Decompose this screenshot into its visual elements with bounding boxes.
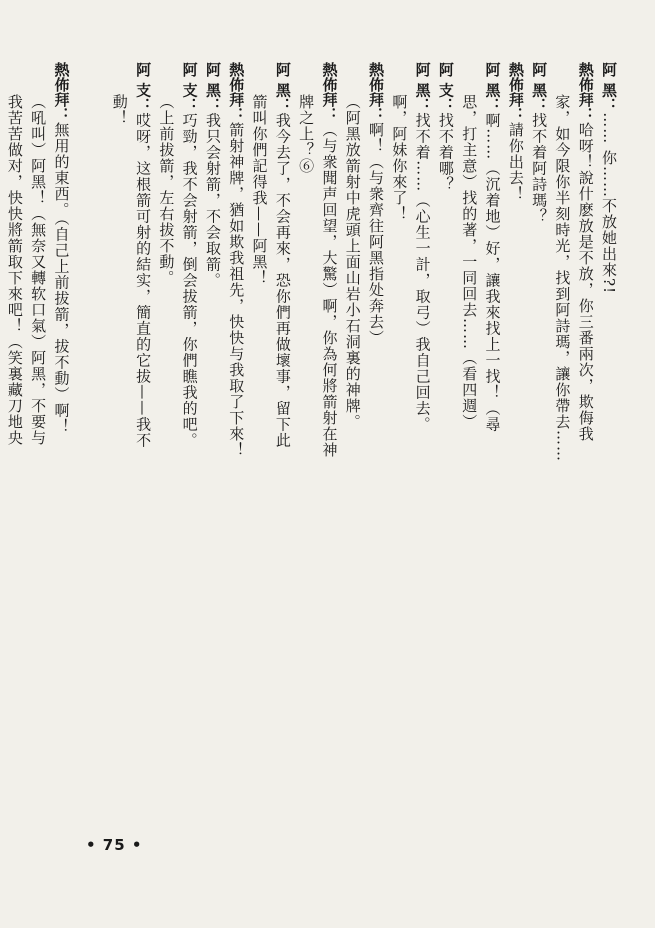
left-text-block — [107, 62, 620, 862]
speaker-name: 熱佈拜： — [367, 62, 386, 122]
dialogue-text: （与衆聞声回望，大驚）啊，你為何將箭射在神 — [320, 122, 339, 458]
speaker-name: 阿 黑： — [413, 62, 432, 113]
text-column — [504, 62, 527, 862]
text-column — [294, 62, 317, 862]
text-column — [573, 62, 596, 862]
right-text-block — [0, 62, 72, 862]
text-column — [177, 62, 200, 862]
dialogue-text: 我苦苦做对，快快將箭取下來吧！（笑裏藏刀地央 — [5, 94, 24, 446]
speaker-name: 熱佈拜： — [227, 62, 246, 122]
text-column — [457, 62, 480, 862]
dialogue-text: 找不着哪？ — [436, 112, 455, 193]
dialogue-text: （吼叫）阿黑！（無奈又轉软口氣）阿黑，不要与 — [29, 94, 48, 446]
dialogue-text: 哈呀！說什麽放是不放，你三番兩次，欺侮我 — [576, 122, 595, 442]
text-column — [154, 62, 177, 862]
text-column — [26, 62, 49, 862]
speaker-name: 阿 支： — [134, 62, 153, 113]
text-column — [271, 62, 294, 862]
text-column — [550, 62, 573, 862]
speaker-name: 阿 黑： — [600, 62, 618, 113]
dialogue-text: 我只会射箭，不会取箭。 — [203, 112, 222, 289]
dialogue-text: 找不着……（心生一計，取弓）我自己回去。 — [413, 112, 432, 433]
text-column — [364, 62, 387, 862]
text-column — [480, 62, 503, 862]
speaker-name: 阿 支： — [436, 62, 455, 113]
dialogue-text: 箭叫你們記得我——阿黑！ — [250, 94, 269, 286]
page-number: • 75 • — [86, 836, 143, 854]
dialogue-text: 箭射神牌，猶如欺我祖先，快快与我取了下來！ — [227, 122, 246, 458]
speaker-name: 阿 黑： — [530, 62, 549, 113]
dialogue-text: 啊！（与衆齊往阿黑指处奔去） — [367, 122, 386, 346]
text-column — [434, 62, 457, 862]
dialogue-text: （上前拔箭，左右拔不動。 — [157, 94, 176, 286]
speaker-name: 熱佈拜： — [576, 62, 595, 122]
text-column — [317, 62, 340, 862]
speaker-name: 熱佈拜： — [52, 62, 71, 122]
text-column — [410, 62, 433, 862]
script-text — [5, 62, 620, 862]
speaker-name: 熱佈拜： — [506, 62, 525, 122]
speaker-name: 阿 黑： — [483, 62, 502, 113]
text-column — [131, 62, 154, 862]
dialogue-text: 找不着阿詩瑪？ — [530, 112, 549, 225]
speaker-name: 阿 黑： — [203, 62, 222, 113]
text-column — [247, 62, 270, 862]
dialogue-text: 啊……（沉着地）好，讓我來找上一找！（尋 — [483, 112, 502, 433]
dialogue-text: 牌之上？⑥ — [297, 94, 316, 174]
dialogue-text: 啊，阿妹你來了！ — [390, 94, 409, 222]
text-column — [201, 62, 224, 862]
text-column — [340, 62, 363, 862]
dialogue-text: …… 你……不放她出來?! — [600, 112, 618, 295]
dialogue-text: 哎呀，这根箭可射的結实，簡直的它拔——我不 — [134, 112, 153, 449]
block-gap — [72, 62, 107, 862]
dialogue-text: 我今去了，不会再來，恐你們再做壞事，留下此 — [273, 112, 292, 449]
dialogue-text: 巧勁，我不会射箭，倒会拔箭，你們瞧我的吧。 — [180, 112, 199, 449]
text-column — [527, 62, 550, 862]
text-column — [597, 62, 620, 862]
dialogue-text: 動！ — [110, 94, 129, 126]
dialogue-text: 無用的東西。（自己上前拔箭，拔不動）啊！ — [52, 122, 71, 435]
text-column — [49, 62, 72, 862]
dialogue-text: （阿黑放箭射中虎頭上面山岩小石洞裏的神牌。 — [343, 94, 362, 430]
dialogue-text: 思，打主意）找的著，一同回去……（看四週） — [460, 94, 479, 430]
speaker-name: 熱佈拜： — [320, 62, 339, 122]
speaker-name: 阿 支： — [180, 62, 199, 113]
text-column — [387, 62, 410, 862]
text-column — [224, 62, 247, 862]
dialogue-text — [0, 94, 1, 126]
text-column — [3, 62, 26, 862]
dialogue-text: 請你出去！ — [506, 122, 525, 202]
dialogue-text: 家，如今限你半刻時光，找到阿詩瑪，讓你帶去…… — [553, 94, 572, 462]
speaker-name: 阿 黑： — [273, 62, 292, 113]
text-column — [107, 62, 130, 862]
